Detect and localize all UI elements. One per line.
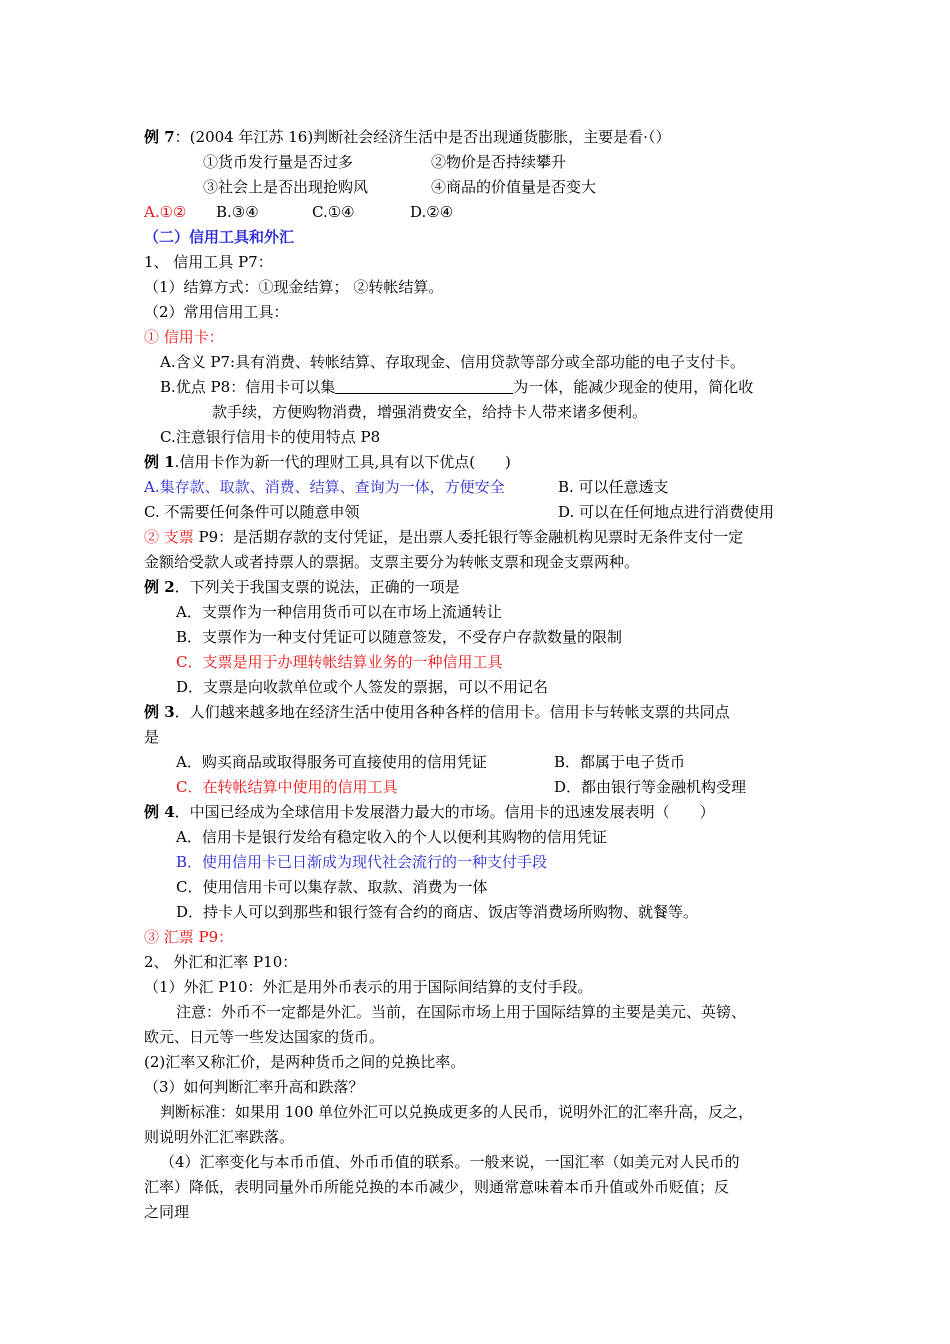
ex4-option-d: D．持卡人可以到那些和银行签有合约的商店、饭店等消费场所购物、就餐等。 bbox=[176, 903, 699, 921]
cheque-title: ② 支票 bbox=[144, 528, 194, 546]
forex-definition: （1）外汇 P10：外汇是用外币表示的用于国际间结算的支付手段。 bbox=[144, 978, 593, 996]
option-4: ④商品的价值量是否变大 bbox=[431, 178, 597, 196]
example-label: 例 7 bbox=[144, 128, 175, 146]
section-title: （二）信用工具和外汇 bbox=[144, 228, 295, 246]
example-label: 例 2 bbox=[144, 578, 175, 596]
credit-card-notes: C.注意银行信用卡的使用特点 P8 bbox=[160, 428, 381, 446]
choice-c: C.①④ bbox=[312, 203, 355, 221]
common-credit-tools: （2）常用信用工具： bbox=[144, 303, 289, 321]
example-label: 例 3 bbox=[144, 703, 175, 721]
credit-card-advantages-cont: 款手续，方便购物消费，增强消费安全，给持卡人带来诸多便利。 bbox=[212, 403, 648, 421]
cheque-paragraph-cont: 金额给受款人或者持票人的票据。支票主要分为转帐支票和现金支票两种。 bbox=[144, 553, 640, 571]
example-text: .信用卡作为新一代的理财工具,具有以下优点( ) bbox=[174, 453, 511, 471]
ex3-option-b: B．都属于电子货币 bbox=[554, 753, 686, 771]
ex1-option-d: D. 可以在任何地点进行消费使用 bbox=[558, 503, 775, 521]
ex3-option-d: D．都由银行等金融机构受理 bbox=[554, 778, 747, 796]
ex3-option-c-answer: C．在转帐结算中使用的信用工具 bbox=[176, 778, 398, 796]
ex4-option-c: C．使用信用卡可以集存款、取款、消费为一体 bbox=[176, 878, 488, 896]
example-7-stem bbox=[144, 127, 670, 147]
ex2-option-b: B．支票作为一种支付凭证可以随意签发，不受存户存款数量的限制 bbox=[176, 628, 623, 646]
forex-note-cont: 欧元、日元等一些发达国家的货币。 bbox=[144, 1028, 385, 1046]
example-label: 例 4 bbox=[144, 803, 175, 821]
example-text: ：(2004 年江苏 16)判断社会经济生活中是否出现通货膨胀，主要是看·（） bbox=[174, 128, 671, 146]
example-label: 例 1 bbox=[144, 453, 175, 471]
example-3-stem-cont: 是 bbox=[144, 728, 160, 746]
ex4-option-a: A．信用卡是银行发给有稳定收入的个人以便利其购物的信用凭证 bbox=[176, 828, 607, 846]
option-3: ③社会上是否出现抢购风 bbox=[203, 178, 369, 196]
example-text: ．下列关于我国支票的说法，正确的一项是 bbox=[174, 578, 460, 596]
bill-of-exchange-title: ③ 汇票 P9： bbox=[144, 928, 234, 946]
exchange-rate-definition: (2)汇率又称汇价，是两种货币之间的兑换比率。 bbox=[144, 1053, 466, 1071]
ex1-option-a-answer: A.集存款、取款、消费、结算、查询为一体，方便安全 bbox=[144, 478, 505, 496]
credit-card-title: ① 信用卡： bbox=[144, 328, 224, 346]
forex-heading: 2、 外汇和汇率 P10： bbox=[144, 953, 298, 971]
ex2-option-d: D．支票是向收款单位或个人签发的票据，可以不用记名 bbox=[176, 678, 549, 696]
option-2: ②物价是否持续攀升 bbox=[431, 153, 567, 171]
ex2-option-a: A．支票作为一种信用货币可以在市场上流通转让 bbox=[176, 603, 502, 621]
choice-a-answer: A.①② bbox=[144, 203, 187, 221]
credit-tools-heading: 1、 信用工具 P7： bbox=[144, 253, 273, 271]
rate-judge-standard: 判断标准：如果用 100 单位外汇可以兑换成更多的人民币，说明外汇的汇率升高，反之， bbox=[160, 1103, 754, 1121]
forex-note: 注意：外币不一定都是外汇。当前，在国际市场上用于国际结算的主要是美元、英镑、 bbox=[176, 1003, 747, 1021]
advantages-text-cont: 为一体，能减少现金的使用，简化收 bbox=[513, 378, 754, 396]
ex4-option-b-answer: B．使用信用卡已日渐成为现代社会流行的一种支付手段 bbox=[176, 853, 548, 871]
option-1: ①货币发行量是否过多 bbox=[203, 153, 354, 171]
settlement-methods: （1）结算方式：①现金结算； ②转帐结算。 bbox=[144, 278, 444, 296]
advantages-text: B.优点 P8：信用卡可以集 bbox=[160, 378, 336, 396]
rate-judge-standard-cont: 则说明外汇汇率跌落。 bbox=[144, 1128, 295, 1146]
credit-card-definition: A.含义 P7:具有消费、转帐结算、存取现金、信用贷款等部分或全部功能的电子支付卡。 bbox=[160, 353, 746, 371]
ex2-option-c-answer: C．支票是用于办理转帐结算业务的一种信用工具 bbox=[176, 653, 503, 671]
example-3-stem bbox=[144, 702, 730, 722]
example-1-stem bbox=[144, 452, 511, 472]
choice-d: D.②④ bbox=[410, 203, 454, 221]
choice-b: B.③④ bbox=[216, 203, 259, 221]
example-2-stem bbox=[144, 577, 460, 597]
rate-relationship-end: 之同理 bbox=[144, 1203, 190, 1221]
example-4-stem bbox=[144, 802, 715, 822]
rate-relationship-cont: 汇率）降低，表明同量外币所能兑换的本币减少，则通常意味着本币升值或外币贬值；反 bbox=[144, 1178, 730, 1196]
ex3-option-a: A．购买商品或取得服务可直接使用的信用凭证 bbox=[176, 753, 487, 771]
credit-card-advantages bbox=[160, 377, 753, 397]
example-text: ．中国已经成为全球信用卡发展潜力最大的市场。信用卡的迅速发展表明（ ） bbox=[174, 803, 715, 821]
example-text: ．人们越来越多地在经济生活中使用各种各样的信用卡。信用卡与转帐支票的共同点 bbox=[174, 703, 730, 721]
rate-relationship: （4）汇率变化与本币币值、外币币值的联系。一般来说，一国汇率（如美元对人民币的 bbox=[160, 1153, 740, 1171]
fill-in-blank bbox=[335, 379, 513, 394]
cheque-paragraph bbox=[144, 527, 743, 547]
rate-judge-question: （3）如何判断汇率升高和跌落？ bbox=[144, 1078, 364, 1096]
ex1-option-b: B. 可以任意透支 bbox=[558, 478, 669, 496]
ex1-option-c: C. 不需要任何条件可以随意申领 bbox=[144, 503, 360, 521]
cheque-text: P9：是活期存款的支付凭证，是出票人委托银行等金融机构见票时无条件支付一定 bbox=[193, 528, 744, 546]
